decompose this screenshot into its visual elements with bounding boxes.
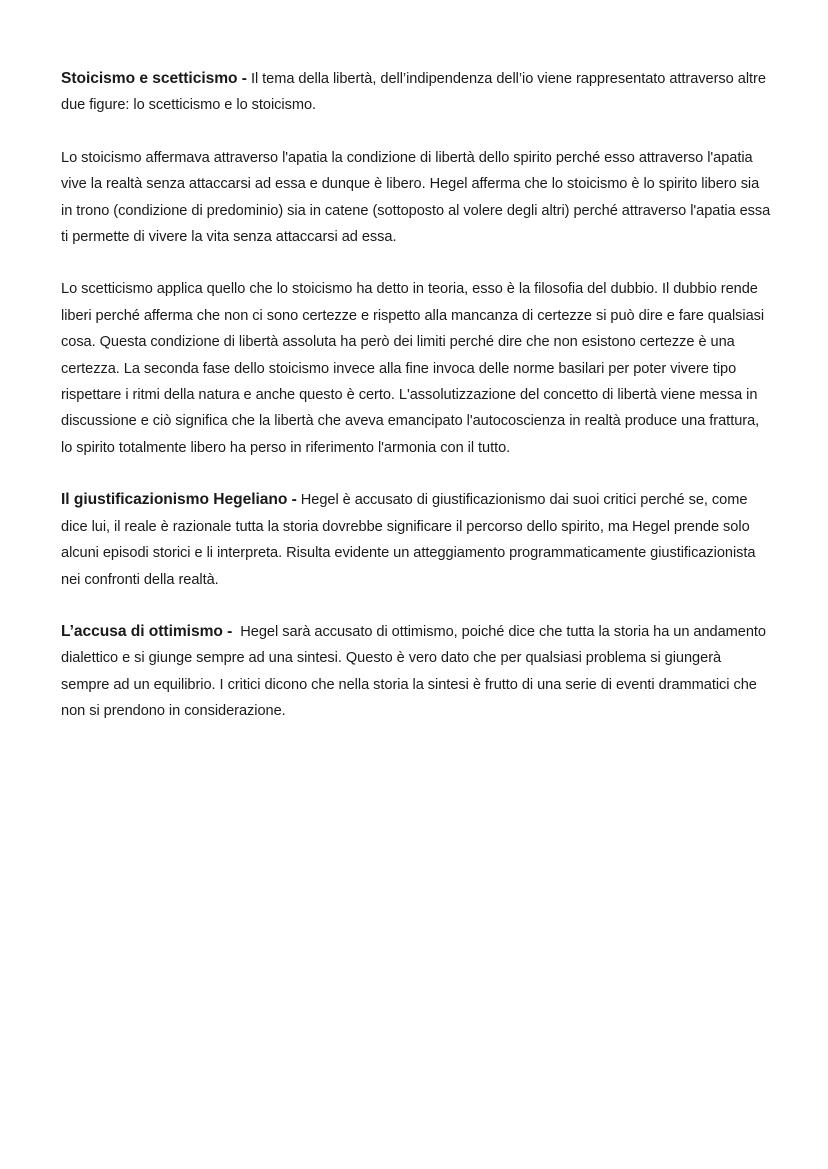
- paragraph-stoicismo-scetticismo: [61, 66, 773, 119]
- paragraph-ottimismo: [61, 619, 773, 725]
- paragraph-text: Lo stoicismo affermava attraverso l'apatia la condizione di libertà dello spirito perché esso attraverso l'apatia vive la realtà senza attaccarsi ad essa e dunque è libero. Hegel afferma che lo stoicismo è lo spirito libero sia in trono (condizione di predominio) sia in catene (sottoposto al volere degli altri) perché attraverso l'apatia essa ti permette di vivere la vita senza attaccarsi ad essa.: [61, 149, 771, 246]
- section-heading-giustificazionismo: Il giustificazionismo Hegeliano -: [61, 491, 297, 509]
- section-heading-stoicismo-scetticismo: Stoicismo e scetticismo -: [61, 70, 247, 87]
- paragraph-giustificazionismo: [61, 487, 773, 593]
- paragraph-scetticismo: [61, 276, 773, 461]
- paragraph-text: Hegel è accusato di giustificazionismo dai suoi critici perché se, come dice lui, il reale è razionale tutta la storia dovrebbe significare il percorso dello spirito, ma Hegel prende solo alcuni episodi storici e li interpreta. Risulta evidente un atteggiamento programmaticamente giustificazionista nei confronti della realtà.: [61, 492, 756, 588]
- paragraph-stoicismo: [61, 145, 773, 251]
- document-page: [61, 66, 773, 725]
- paragraph-text: Hegel sarà accusato di ottimismo, poiché dice che tutta la storia ha un andamento dialettico e si giunge sempre ad una sintesi. Questo è vero dato che per qualsiasi problema si giungerà sempre ad un equilibrio. I critici dicono che nella storia la sintesi è frutto di una serie di eventi drammatici che non si prendono in considerazione.: [61, 623, 771, 720]
- paragraph-text: Il tema della libertà, dell’indipendenza dell’io viene rappresentato attraverso altre due figure: lo scetticismo e lo stoicismo.: [61, 71, 766, 114]
- paragraph-text: Lo scetticismo applica quello che lo stoicismo ha detto in teoria, esso è la filosofia del dubbio. Il dubbio rende liberi perché afferma che non ci sono certezze e rispetto alla mancanza di certezze si può dire e fare qualsiasi cosa. Questa condizione di libertà assoluta ha però dei limiti perché dire che non esistono certezze è una certezza. La seconda fase dello stoicismo invece alla fine invoca delle norme basilari per poter vivere tipo rispettare i ritmi della natura e anche questo è certo. L'assolutizzazione del concetto di libertà viene messa in discussione e ciò significa che la libertà che aveva emancipato l'autocoscienza in realtà produce una frattura, lo spirito totalmente libero ha perso in riferimento l'armonia con il tutto.: [61, 281, 765, 456]
- section-heading-ottimismo: L’accusa di ottimismo -: [61, 622, 233, 640]
